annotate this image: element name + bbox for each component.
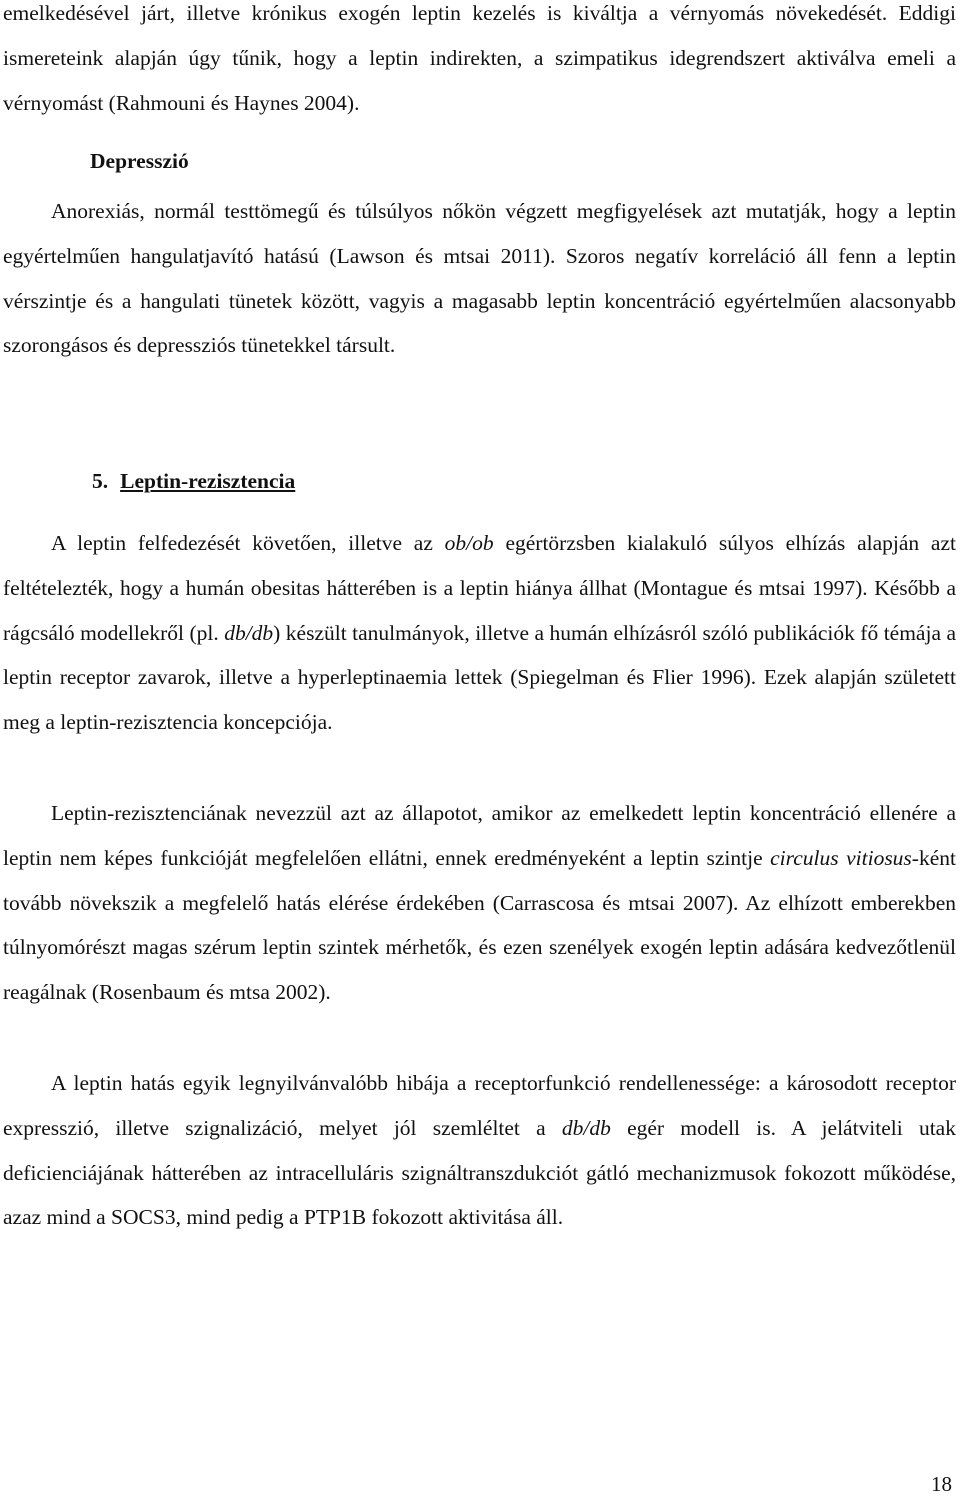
intro-paragraph: [3, 0, 956, 125]
italic-term-ob-ob: ob/ob: [444, 531, 494, 555]
paragraph-1-text-a: A leptin felfedezését követően, illetve az: [51, 531, 445, 555]
page-number: 18: [931, 1472, 952, 1496]
paragraph-1-text-c: egértörzsben kialakuló súlyos elhízás alapján azt feltételezték, hogy a humán obesitas hátterében is a leptin hiánya állhat (Montague és mtsai 1997). Később a rágcsáló modellekről (pl.: [3, 531, 956, 645]
italic-term-db-db-2: db/db: [561, 1115, 611, 1140]
section-title: Leptin-rezisztencia: [120, 469, 296, 493]
depresszio-paragraph: [3, 189, 956, 368]
paragraph-2-text-c: -ként tovább növekszik a megfelelő hatás elérése érdekében (Carrascosa és mtsai 2007). Az elhízott emberekben túlnyomórészt magas szérum leptin szintek mérhetők, és ezen szenélyek exogén leptin adására kedvezőtlenül reagálnak (Rosenbaum és mtsa 2002).: [3, 845, 956, 1005]
section-heading: [92, 466, 295, 496]
paragraph-2: [3, 791, 956, 1015]
paragraph-3-text-a: A leptin hatás egyik legnyilvánvalóbb hibája a receptorfunkció rendellenessége: a károsodott receptor expresszió, illetve szignalizáció, melyet jól szemléltet a: [3, 1071, 956, 1140]
italic-term-db-db: db/db: [224, 620, 274, 645]
depresszio-text: Anorexiás, normál testtömegű és túlsúlyos nőkön végzett megfigyelések azt mutatják, hogy a leptin egyértelműen hangulatjavító hatású (Lawson és mtsai 2011). Szoros negatív korreláció áll fenn a leptin vérszintje és a hangulati tünetek között, vagyis a magasabb leptin koncentráció egyértelműen alacsonyabb szorongásos és depressziós tünetekkel társult.: [3, 199, 956, 358]
paragraph-3: [3, 1061, 956, 1240]
paragraph-3-text-c: egér modell is. A jelátviteli utak deficienciájának hátterében az intracelluláris szignáltranszdukciót gátló mechanizmusok fokozott működése, azaz mind a SOCS3, mind pedig a PTP1B fokozott aktivitása áll.: [3, 1115, 956, 1230]
section-number: 5.: [92, 469, 109, 493]
italic-term-circulus-vitiosus: circulus vitiosus: [770, 845, 912, 870]
paragraph-2-text-a: Leptin-rezisztenciának nevezzül azt az állapotot, amikor az emelkedett leptin koncentráció ellenére a leptin nem képes funkcióját megfelelően ellátni, ennek eredményeként a leptin szintje: [3, 801, 956, 870]
paragraph-1-text-e: ) készült tanulmányok, illetve a humán elhízásról szóló publikációk fő témája a leptin receptor zavarok, illetve a hyperleptinaemia lettek (Spiegelman és Flier 1996). Ezek alapján született meg a leptin-rezisztencia koncepciója.: [3, 620, 956, 735]
paragraph-1: [3, 521, 956, 745]
intro-text: emelkedésével járt, illetve krónikus exogén leptin kezelés is kiváltja a vérnyomás növekedését. Eddigi ismereteink alapján úgy tűnik, hogy a leptin indirekten, a szimpatikus idegrendszert aktiválva emeli a vérnyomást (Rahmouni és Haynes 2004).: [3, 1, 956, 115]
subheading-depresszio: Depresszió: [90, 149, 189, 173]
